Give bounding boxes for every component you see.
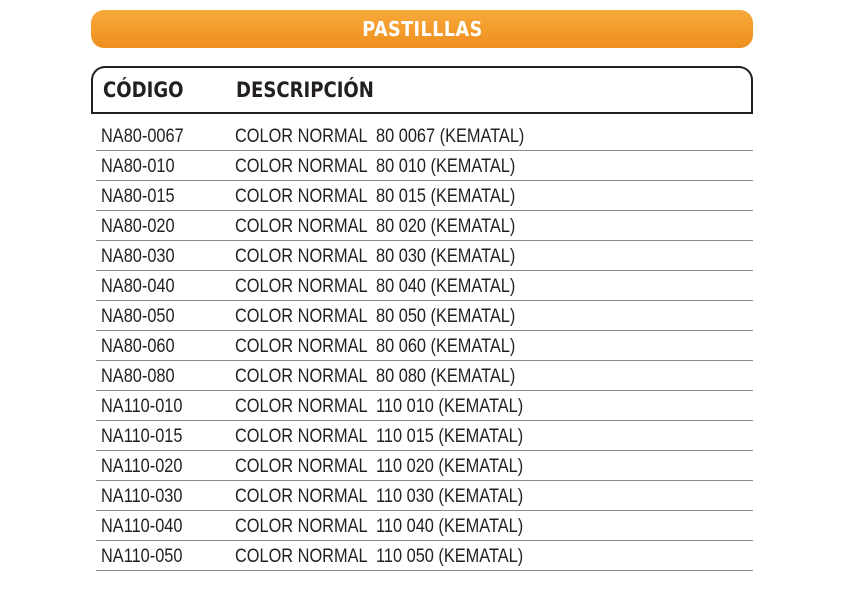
table-row: [96, 481, 753, 511]
table-row: [96, 361, 753, 391]
header-divider: [91, 112, 753, 114]
product-description: COLOR NORMAL 110 040 (KEMATAL): [235, 516, 524, 537]
product-code: NA110-015: [101, 426, 183, 447]
product-code: NA110-050: [101, 546, 183, 567]
table-row: [96, 211, 753, 241]
product-code: NA80-050: [101, 306, 175, 327]
table-row: [96, 151, 753, 181]
product-code: NA80-015: [101, 186, 175, 207]
product-description: COLOR NORMAL 80 015 (KEMATAL): [235, 186, 516, 207]
product-code: NA80-010: [101, 156, 175, 177]
table-row: [96, 301, 753, 331]
table-header: [91, 66, 753, 114]
table-row: [96, 391, 753, 421]
table-row: [96, 511, 753, 541]
section-banner: [91, 10, 753, 48]
product-code: NA110-040: [101, 516, 183, 537]
column-header-code: CÓDIGO: [103, 78, 184, 102]
product-description: COLOR NORMAL 80 050 (KEMATAL): [235, 306, 516, 327]
column-header-description: DESCRIPCIÓN: [236, 78, 374, 102]
product-code: NA80-020: [101, 216, 175, 237]
product-description: COLOR NORMAL 80 0067 (KEMATAL): [235, 126, 525, 147]
product-code: NA110-030: [101, 486, 183, 507]
product-code: NA80-030: [101, 246, 175, 267]
product-code: NA80-040: [101, 276, 175, 297]
table-row: [96, 541, 753, 571]
table-row: [96, 121, 753, 151]
product-description: COLOR NORMAL 110 015 (KEMATAL): [235, 426, 524, 447]
product-description: COLOR NORMAL 80 040 (KEMATAL): [235, 276, 516, 297]
section-title: PASTILLLAS: [361, 17, 483, 41]
product-description: COLOR NORMAL 80 030 (KEMATAL): [235, 246, 516, 267]
product-description: COLOR NORMAL 110 030 (KEMATAL): [235, 486, 524, 507]
product-description: COLOR NORMAL 110 010 (KEMATAL): [235, 396, 524, 417]
product-code: NA110-020: [101, 456, 183, 477]
product-code: NA80-060: [101, 336, 175, 357]
table-row: [96, 451, 753, 481]
table-row: [96, 241, 753, 271]
table-row: [96, 331, 753, 361]
product-description: COLOR NORMAL 80 060 (KEMATAL): [235, 336, 516, 357]
product-description: COLOR NORMAL 110 020 (KEMATAL): [235, 456, 524, 477]
product-description: COLOR NORMAL 110 050 (KEMATAL): [235, 546, 524, 567]
table-row: [96, 271, 753, 301]
product-code: NA110-010: [101, 396, 183, 417]
product-description: COLOR NORMAL 80 020 (KEMATAL): [235, 216, 516, 237]
product-code: NA80-080: [101, 366, 175, 387]
product-code: NA80-0067: [101, 126, 184, 147]
product-description: COLOR NORMAL 80 080 (KEMATAL): [235, 366, 516, 387]
product-description: COLOR NORMAL 80 010 (KEMATAL): [235, 156, 516, 177]
table-row: [96, 181, 753, 211]
product-table: [96, 121, 753, 571]
table-row: [96, 421, 753, 451]
